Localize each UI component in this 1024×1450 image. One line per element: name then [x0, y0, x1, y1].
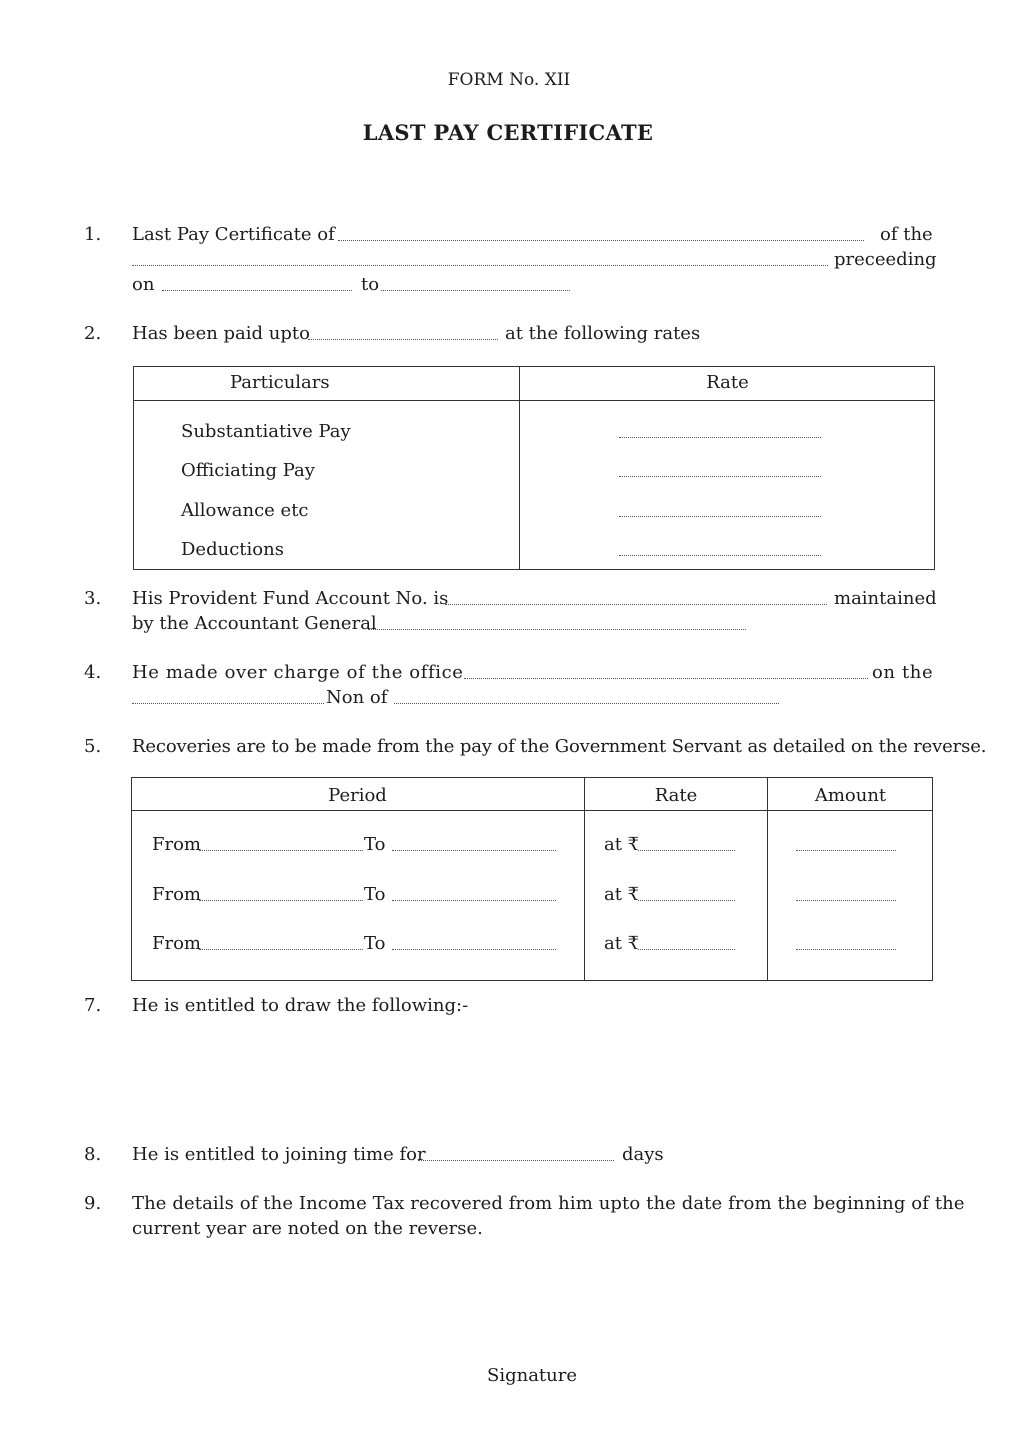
- recovery-row-1-at: at ₹: [604, 834, 640, 855]
- recovery-table-header-divider: [131, 810, 933, 811]
- pay-row-officiating: Officiating Pay: [181, 460, 315, 481]
- pay-table-header-particulars: Particulars: [230, 372, 330, 393]
- substantiative-pay-rate-field[interactable]: [619, 437, 821, 438]
- charge-date-field[interactable]: [132, 703, 324, 704]
- recovery-row-2-amount-field[interactable]: [796, 900, 896, 901]
- item-3-label: His Provident Fund Account No. is: [132, 588, 449, 609]
- recovery-header-period: Period: [328, 785, 387, 806]
- pay-table-column-divider: [519, 366, 520, 570]
- to-date-field[interactable]: [381, 290, 570, 291]
- item-1-on: on: [132, 274, 155, 295]
- item-4-on-the: on the: [872, 662, 934, 683]
- recovery-row-3-to: To: [364, 933, 386, 954]
- officiating-pay-rate-field[interactable]: [619, 476, 821, 477]
- recovery-row-2-from: From: [152, 884, 201, 905]
- item-9-number: 9.: [84, 1193, 102, 1214]
- pay-row-substantiative: Substantiative Pay: [181, 421, 351, 442]
- recovery-row-2-from-field[interactable]: [199, 900, 363, 901]
- recovery-row-2-to-field[interactable]: [392, 900, 556, 901]
- form-number: FORM No. XII: [447, 70, 571, 90]
- paid-upto-field[interactable]: [308, 339, 498, 340]
- item-3-accountant-general: by the Accountant General: [132, 613, 377, 634]
- item-7-number: 7.: [84, 995, 102, 1016]
- item-5-number: 5.: [84, 736, 102, 757]
- recovery-table-divider-2: [767, 777, 768, 981]
- item-9-line-2: current year are noted on the reverse.: [132, 1218, 483, 1239]
- recovery-row-1-from-field[interactable]: [199, 850, 363, 851]
- item-1-of-the: of the: [880, 224, 933, 245]
- pay-table-header-divider: [133, 400, 935, 401]
- recovery-row-3-to-field[interactable]: [392, 949, 556, 950]
- item-1-number: 1.: [84, 224, 102, 245]
- pf-account-field[interactable]: [445, 604, 827, 605]
- recovery-row-3-amount-field[interactable]: [796, 949, 896, 950]
- accountant-general-field[interactable]: [368, 629, 746, 630]
- item-2-number: 2.: [84, 323, 102, 344]
- recovery-header-rate: Rate: [654, 785, 698, 806]
- item-7-text: He is entitled to draw the following:-: [132, 995, 469, 1016]
- recovery-row-1-to: To: [364, 834, 386, 855]
- item-2-rates-text: at the following rates: [505, 323, 701, 344]
- item-4-number: 4.: [84, 662, 102, 683]
- office-field[interactable]: [132, 265, 828, 266]
- recovery-row-2-rate-field[interactable]: [638, 900, 735, 901]
- recovery-row-3-at: at ₹: [604, 933, 640, 954]
- recovery-table-divider-1: [584, 777, 585, 981]
- pay-row-allowance: Allowance etc: [181, 500, 309, 521]
- recovery-row-3-from-field[interactable]: [199, 949, 363, 950]
- non-of-field[interactable]: [394, 703, 779, 704]
- recovery-row-1-from: From: [152, 834, 201, 855]
- item-4-label: He made over charge of the office: [132, 662, 464, 683]
- recovery-row-1-amount-field[interactable]: [796, 850, 896, 851]
- item-2-label: Has been paid upto: [132, 323, 310, 344]
- office-charge-field[interactable]: [464, 678, 868, 679]
- item-8-number: 8.: [84, 1144, 102, 1165]
- page-title: LAST PAY CERTIFICATE: [362, 120, 654, 145]
- item-4-non-of: Non of: [326, 687, 388, 708]
- joining-time-field[interactable]: [418, 1160, 614, 1161]
- pay-table-header-rate: Rate: [706, 372, 749, 393]
- recovery-header-amount: Amount: [814, 785, 887, 806]
- employee-name-field[interactable]: [338, 240, 864, 241]
- item-1-preceeding: preceeding: [834, 249, 937, 270]
- recovery-row-1-to-field[interactable]: [392, 850, 556, 851]
- item-3-number: 3.: [84, 588, 102, 609]
- deductions-rate-field[interactable]: [619, 555, 821, 556]
- recovery-row-2-to: To: [364, 884, 386, 905]
- recovery-row-3-rate-field[interactable]: [638, 949, 735, 950]
- on-date-field[interactable]: [162, 290, 352, 291]
- item-8-label: He is entitled to joining time for: [132, 1144, 426, 1165]
- item-5-text: Recoveries are to be made from the pay of the Government Servant as detailed on the reverse.: [132, 736, 987, 757]
- recovery-row-2-at: at ₹: [604, 884, 640, 905]
- signature-label: Signature: [486, 1365, 578, 1386]
- item-3-maintained: maintained: [834, 588, 937, 609]
- allowance-rate-field[interactable]: [619, 516, 821, 517]
- pay-row-deductions: Deductions: [181, 539, 284, 560]
- recovery-row-1-rate-field[interactable]: [638, 850, 735, 851]
- recovery-row-3-from: From: [152, 933, 201, 954]
- item-9-line-1: The details of the Income Tax recovered from him upto the date from the beginning of the: [132, 1193, 965, 1214]
- item-1-label: Last Pay Certificate of: [132, 224, 335, 245]
- item-1-to: to: [361, 274, 380, 295]
- recovery-table: [131, 777, 933, 981]
- item-8-days: days: [622, 1144, 664, 1165]
